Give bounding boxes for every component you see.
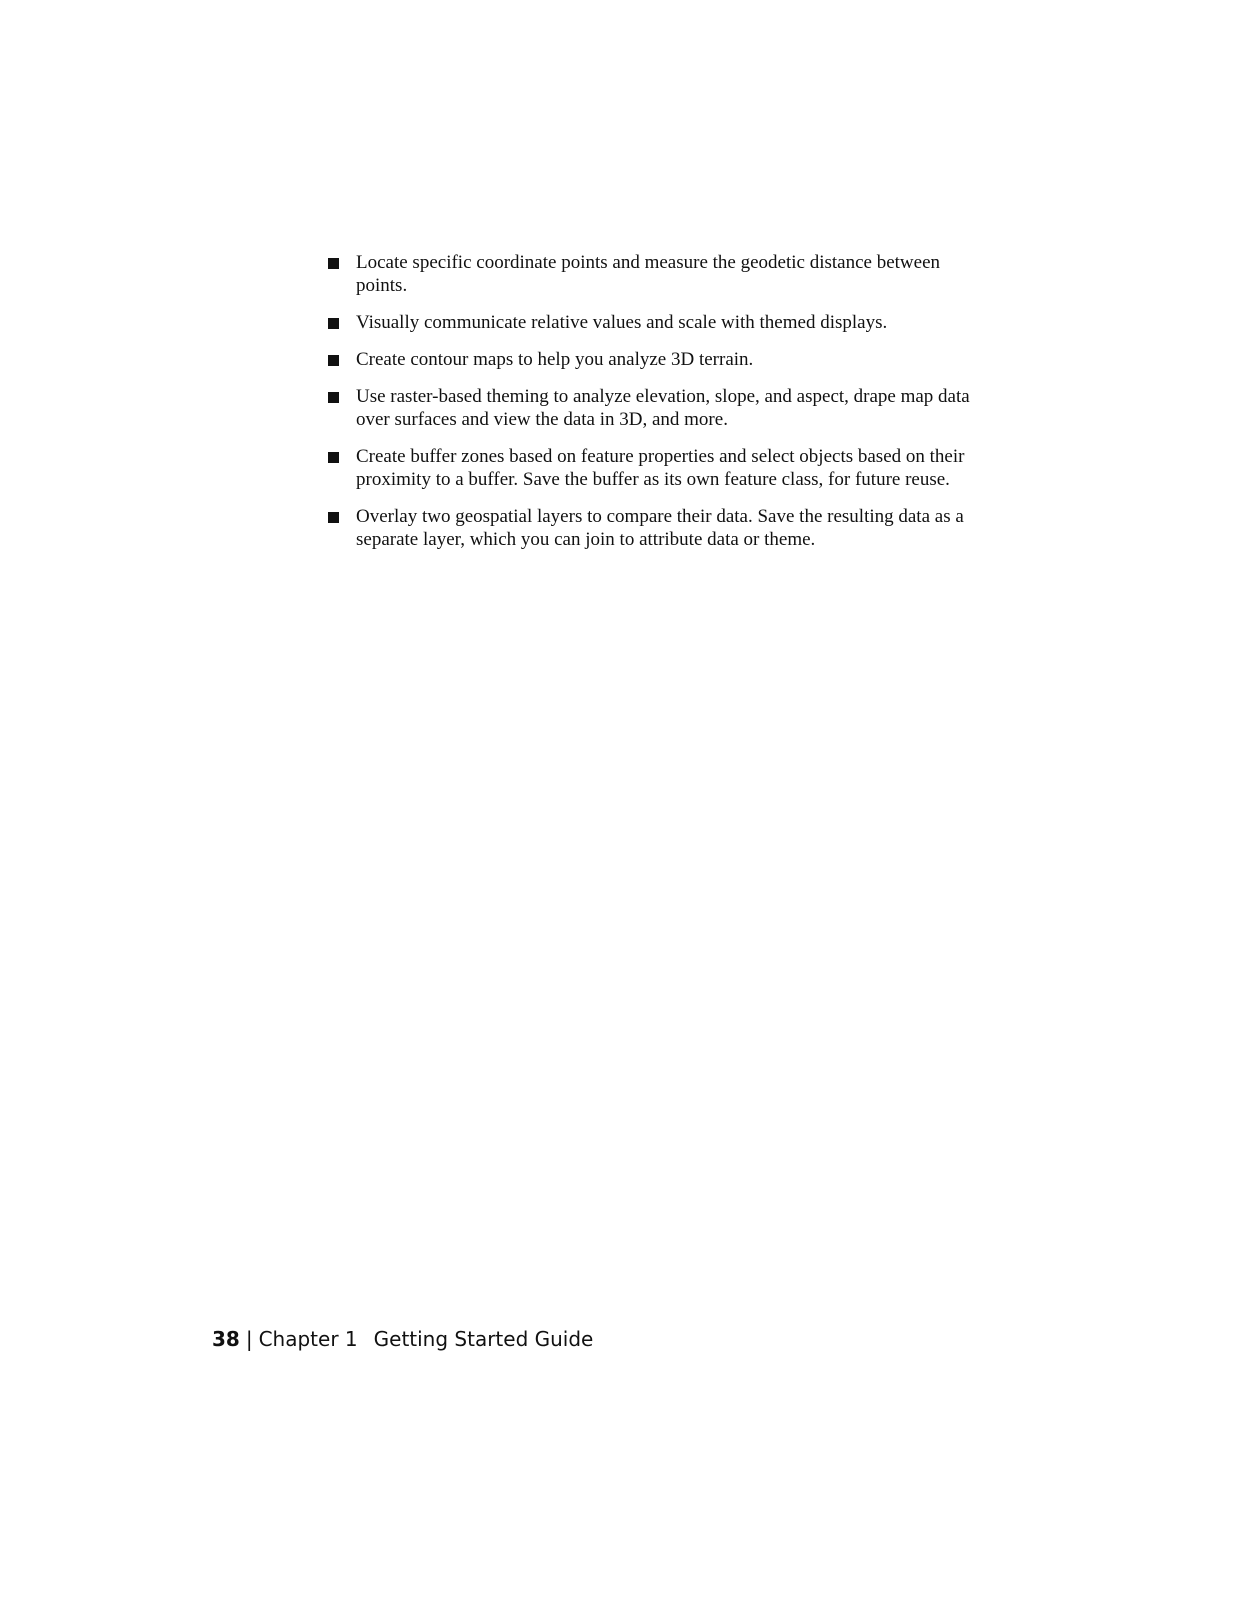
square-bullet-icon bbox=[328, 392, 339, 403]
feature-bullet-list bbox=[328, 251, 978, 551]
square-bullet-icon bbox=[328, 452, 339, 463]
footer-separator: | bbox=[245, 1327, 253, 1351]
list-item bbox=[328, 311, 978, 334]
square-bullet-icon bbox=[328, 512, 339, 523]
list-item bbox=[328, 445, 978, 491]
square-bullet-icon bbox=[328, 355, 339, 366]
list-item-text: Create contour maps to help you analyze 3D terrain. bbox=[356, 349, 754, 370]
list-item bbox=[328, 348, 978, 371]
page-footer bbox=[212, 1326, 593, 1352]
page-number: 38 bbox=[212, 1327, 240, 1351]
list-item-text: Use raster-based theming to analyze elevation, slope, and aspect, drape map data over surfaces and view the data in 3D, and more. bbox=[356, 386, 970, 430]
list-item-text: Create buffer zones based on feature properties and select objects based on their proximity to a buffer. Save the buffer as its own feature class, for future reuse. bbox=[356, 446, 965, 490]
page-body bbox=[328, 251, 978, 565]
guide-title: Getting Started Guide bbox=[373, 1327, 594, 1351]
list-item bbox=[328, 505, 978, 551]
list-item-text: Visually communicate relative values and scale with themed displays. bbox=[356, 312, 888, 333]
list-item bbox=[328, 251, 978, 297]
list-item-text: Overlay two geospatial layers to compare their data. Save the resulting data as a separate layer, which you can join to attribute data or theme. bbox=[356, 506, 964, 550]
square-bullet-icon bbox=[328, 258, 339, 269]
chapter-label: Chapter 1 bbox=[258, 1327, 358, 1351]
list-item-text: Locate specific coordinate points and measure the geodetic distance between points. bbox=[356, 252, 940, 296]
list-item bbox=[328, 385, 978, 431]
square-bullet-icon bbox=[328, 318, 339, 329]
